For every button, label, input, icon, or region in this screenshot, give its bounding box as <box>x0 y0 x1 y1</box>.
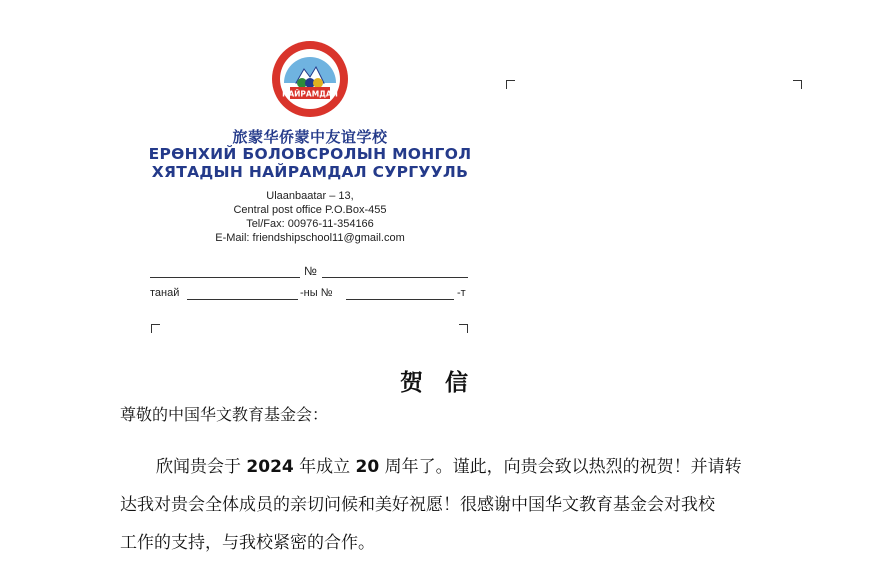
address-line1: Ulaanbaatar – 13, <box>266 190 354 202</box>
t-label: -т <box>457 287 466 299</box>
ref-number-label: № <box>304 264 317 278</box>
salutation: 尊敬的中国华文教育基金会： <box>120 405 329 424</box>
ny-label: -ны № <box>300 287 333 299</box>
tanai-blank <box>187 299 298 300</box>
letter-body <box>120 448 782 562</box>
school-name-mongolian-line1: ЕРӨНХИЙ БОЛОВСРОЛЫН МОНГОЛ <box>148 145 472 163</box>
school-logo <box>270 39 350 119</box>
email: E-Mail: friendshipschool11@gmail.com <box>215 232 405 244</box>
reference-row-2 <box>150 286 470 302</box>
body-line-3: 工作的支持，与我校紧密的合作。 <box>120 533 375 553</box>
ny-blank <box>346 299 454 300</box>
tanai-label: танай <box>150 287 180 299</box>
corner-mark-bottom-left <box>151 324 160 333</box>
school-name-chinese: 旅蒙华侨蒙中友谊学校 <box>232 128 388 146</box>
corner-mark-bottom-right <box>459 324 468 333</box>
body-line-1: 欣闻贵会于 2024 年成立 20 周年了。谨此，向贵会致以热烈的祝贺！并请转 <box>156 457 742 477</box>
tel-fax: Tel/Fax: 00976-11-354166 <box>246 218 374 230</box>
school-emblem-icon <box>270 39 350 119</box>
corner-mark-top-left <box>506 80 515 89</box>
reference-row-1 <box>150 264 468 280</box>
corner-mark-top-right <box>793 80 802 89</box>
ref-number-blank <box>322 277 468 278</box>
body-line-2: 达我对贵会全体成员的亲切问候和美好祝愿！很感谢中国华文教育基金会对我校 <box>120 495 715 515</box>
school-name-mongolian-line2: ХЯТАДЫН НАЙРАМДАЛ СУРГУУЛЬ <box>151 163 469 181</box>
logo-text: НАЙРАМДАЛ <box>282 89 338 99</box>
date-blank <box>150 277 300 278</box>
address-line2: Central post office P.O.Box-455 <box>233 204 387 216</box>
letter-title: 贺信 <box>400 369 490 396</box>
